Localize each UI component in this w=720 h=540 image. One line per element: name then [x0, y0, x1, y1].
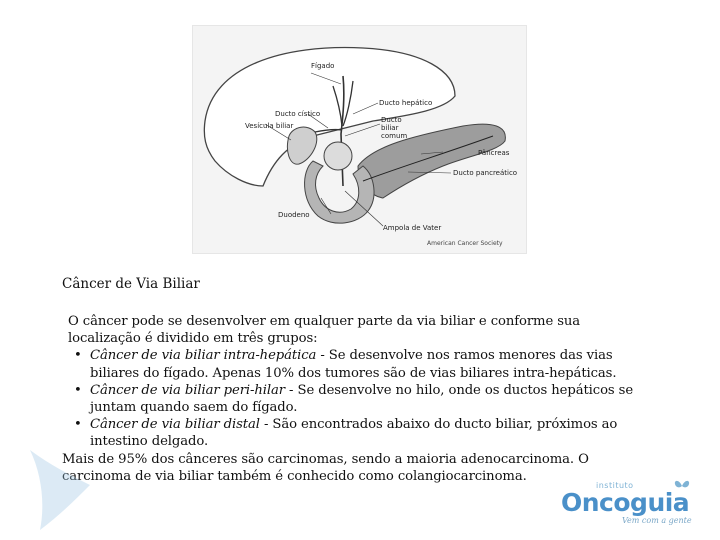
logo-tagline: Vem com a gente [622, 516, 692, 525]
body-text [62, 313, 652, 485]
bullet-dot: • [74, 348, 82, 364]
intro-paragraph: O câncer pode se desenvolver em qualquer parte da via biliar e conforme sua localização é dividido em três grupos: [68, 314, 581, 347]
anatomy-figure [192, 25, 527, 254]
label-figado: Fígado [311, 62, 335, 70]
bullet-dot: • [74, 417, 82, 433]
bullet-peri-hilar [68, 382, 652, 416]
bullet-dot: • [74, 382, 82, 398]
label-pancreas: Pâncreas [478, 149, 510, 157]
bullet-distal [68, 416, 652, 450]
closing-paragraph: Mais de 95% dos cânceres são carcinomas, sendo a maioria adenocarcinoma. O carcinoma de via biliar também é conhecido como colangiocarcinoma. [62, 451, 589, 484]
label-ducto-pancreatico: Ducto pancreático [453, 169, 518, 177]
bullet-text: - Se desenvolve nos ramos menores das vias biliares do fígado. Apenas 10% dos tumores são de vias biliares intra-hepáticas. [90, 348, 617, 381]
slide-title: Câncer de Via Biliar [62, 276, 200, 292]
bullet-text: - Se desenvolve no hilo, onde os ductos hepáticos se juntam quando saem do fígado. [90, 382, 634, 416]
bullet-text: - São encontrados abaixo do ducto biliar, próximos ao intestino delgado. [90, 417, 618, 450]
label-ducto-cistico: Ducto cístico [275, 110, 321, 118]
label-vesicula-biliar: Vesícula biliar [245, 122, 294, 130]
label-ducto-hepatico: Ducto hepático [379, 99, 433, 107]
logo-main-text: Oncoguia [561, 488, 690, 517]
bullet-intra-hepatica [68, 347, 652, 381]
bullet-term: Câncer de via biliar intra-hepática [90, 348, 317, 364]
label-ampola-de-vater: Ampola de Vater [383, 224, 442, 232]
logo-small-text: instituto [596, 481, 634, 490]
anatomy-drawing [193, 26, 526, 253]
bullet-term: Câncer de via biliar distal [90, 417, 260, 433]
label-duodeno: Duodeno [278, 211, 310, 219]
label-ducto-biliar-comum: Ducto biliar comum [381, 116, 408, 140]
bullet-term: Câncer de via biliar peri-hilar [90, 382, 285, 398]
gallbladder-shape [287, 127, 316, 164]
decorative-ribbon-icon [20, 445, 100, 535]
figure-credit: American Cancer Society [427, 240, 503, 247]
